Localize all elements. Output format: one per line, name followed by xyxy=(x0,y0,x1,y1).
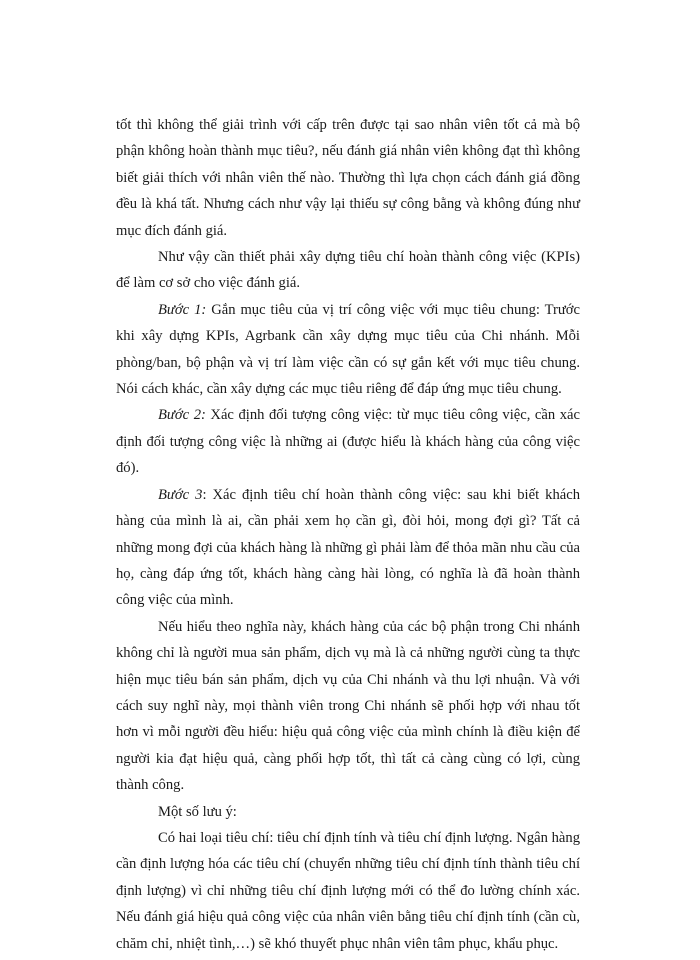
step-label: Bước 2: xyxy=(158,407,206,424)
paragraph-step-2 xyxy=(116,402,580,481)
paragraph-text: Xác định đối tượng công việc: từ mục tiêu công việc, cần xác định đối tượng công việc là những ai (được hiểu là khách hàng của công việc đó). xyxy=(116,407,580,477)
step-label: Bước 1: xyxy=(158,301,207,318)
paragraph-text: Như vậy cần thiết phải xây dựng tiêu chí hoàn thành công việc (KPIs) để làm cơ sở cho việc đánh giá. xyxy=(116,249,580,292)
paragraph-text: : Xác định tiêu chí hoàn thành công việc: sau khi biết khách hàng của mình là ai, cần phải xem họ cần gì, đòi hỏi, mong đợi gì? Tất cả những mong đợi của khách hàng là những gì phải làm để thỏa mãn nhu cầu của họ, càng đáp ứng tốt, khách hàng càng hài lòng, có nghĩa là đã hoàn thành công việc của mình. xyxy=(116,486,580,609)
paragraph-step-3 xyxy=(116,482,580,614)
paragraph-notes-heading xyxy=(116,799,580,825)
paragraph-text: Nếu hiểu theo nghĩa này, khách hàng của các bộ phận trong Chi nhánh không chỉ là người mua sản phẩm, dịch vụ mà là cả những người cùng ta thực hiện mục tiêu bán sản phẩm, dịch vụ của Chi nhánh và thu lợi nhuận. Và với cách suy nghĩ này, mọi thành viên trong Chi nhánh sẽ phối hợp với nhau tốt hơn vì mỗi người đều hiểu: hiệu quả công việc của mình chính là điều kiện để người kia đạt hiệu quả, càng phối hợp tốt, thì tất cả càng cùng có lợi, cùng thành công. xyxy=(116,618,580,794)
step-label: Bước 3 xyxy=(158,486,203,503)
document-body xyxy=(116,112,580,957)
paragraph-text: Có hai loại tiêu chí: tiêu chí định tính và tiêu chí định lượng. Ngân hàng cần định lượng hóa các tiêu chí (chuyển những tiêu chí định tính thành tiêu chí định lượng) vì chỉ những tiêu chí định lượng mới có thể đo lường chính xác. Nếu đánh giá hiệu quả công việc của nhân viên bằng tiêu chí định tính (cần cù, chăm chỉ, nhiệt tình,…) sẽ khó thuyết phục nhân viên tâm phục, khẩu phục. xyxy=(116,829,580,952)
paragraph-customer-meaning xyxy=(116,614,580,799)
paragraph-criteria-types xyxy=(116,825,580,957)
paragraph-text: tốt thì không thể giải trình với cấp trên được tại sao nhân viên tốt cả mà bộ phận không hoàn thành mục tiêu?, nếu đánh giá nhân viên không đạt thì không biết giải thích với nhân viên thế nào. Thường thì lựa chọn cách đánh giá đồng đều là khá tất. Nhưng cách như vậy lại thiếu sự công bằng và không đúng như mục đích đánh giá. xyxy=(116,117,580,239)
paragraph-continuation xyxy=(116,112,580,244)
paragraph-step-1 xyxy=(116,297,580,403)
paragraph-kpi-need xyxy=(116,244,580,297)
paragraph-text: Một số lưu ý: xyxy=(158,803,237,820)
paragraph-text: Gắn mục tiêu của vị trí công việc với mục tiêu chung: Trước khi xây dựng KPIs, Agrbank cần xây dựng mục tiêu của Chi nhánh. Mỗi phòng/ban, bộ phận và vị trí làm việc cần có sự gắn kết với mục tiêu chung. Nói cách khác, cần xây dựng các mục tiêu riêng để đáp ứng mục tiêu chung. xyxy=(116,301,580,398)
